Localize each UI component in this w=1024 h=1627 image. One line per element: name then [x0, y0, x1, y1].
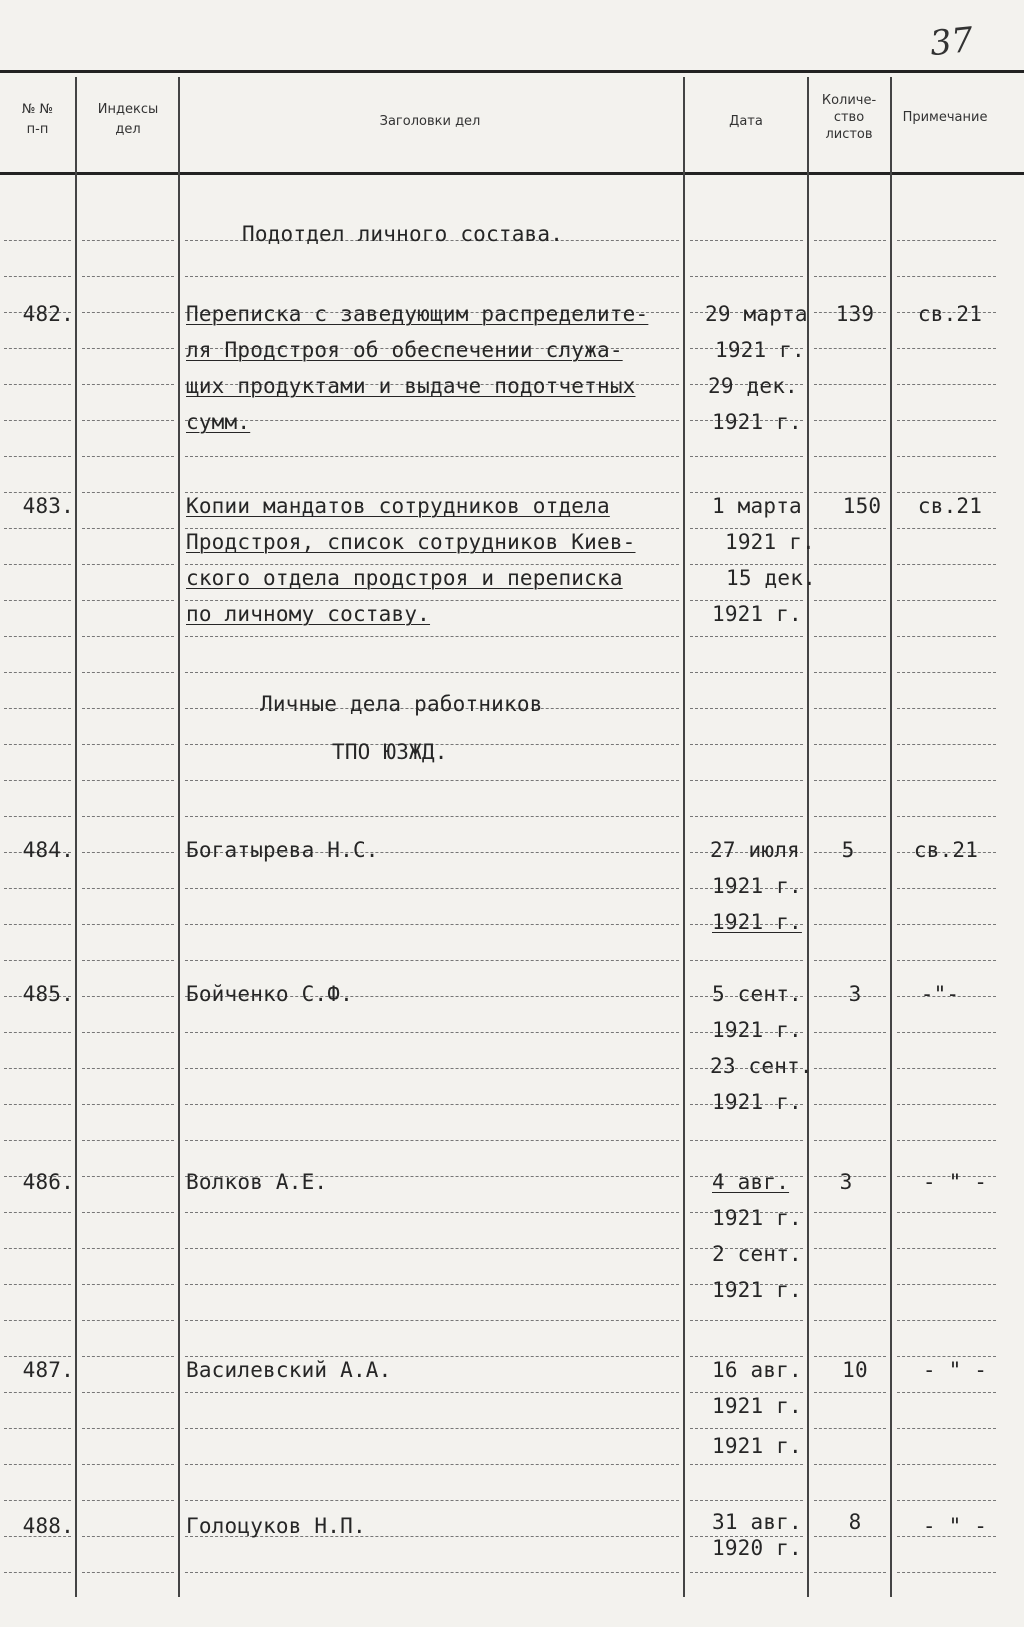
ruled-line: [690, 960, 803, 961]
entry-sheets: 8: [848, 1510, 862, 1534]
entry-sheets: 139: [835, 302, 875, 326]
entry-date-line: 1921 г.: [712, 910, 802, 934]
ruled-line: [4, 1248, 71, 1249]
ruled-line: [185, 456, 679, 457]
ruled-line: [185, 780, 679, 781]
ruled-line: [897, 492, 996, 493]
ruled-line: [4, 276, 71, 277]
column-divider: [75, 77, 77, 1597]
entry-title-line: ля Продстроя об обеспечении служа-: [186, 338, 623, 362]
ruled-line: [185, 1320, 679, 1321]
ruled-line: [82, 960, 174, 961]
ruled-line: [185, 1500, 679, 1501]
ruled-line: [82, 1248, 174, 1249]
ruled-line: [690, 672, 803, 673]
entry-title-line: Волков А.Е.: [186, 1170, 328, 1194]
ruled-line: [814, 708, 886, 709]
ruled-line: [82, 240, 174, 241]
ruled-line: [185, 636, 679, 637]
ruled-line: [814, 420, 886, 421]
entry-title-line: Василевский А.А.: [186, 1358, 392, 1382]
ruled-line: [4, 456, 71, 457]
ruled-line: [185, 960, 679, 961]
header-index: Индексы дел: [97, 102, 159, 137]
ruled-line: [690, 528, 803, 529]
entry-sheets: 3: [848, 982, 862, 1006]
entry-date-line: 31 авг.: [712, 1510, 802, 1534]
entry-number: 488.: [22, 1514, 74, 1538]
ruled-line: [185, 888, 679, 889]
ruled-line: [185, 924, 679, 925]
ruled-line: [4, 1572, 71, 1573]
entry-date-line: 1920 г.: [712, 1536, 802, 1560]
ruled-line: [82, 1536, 174, 1537]
ruled-line: [82, 1176, 174, 1177]
ruled-line: [814, 456, 886, 457]
header-date: Дата: [729, 114, 763, 129]
entry-date-line: 1921 г.: [712, 874, 802, 898]
ruled-line: [814, 672, 886, 673]
ruled-line: [82, 492, 174, 493]
ruled-line: [814, 1032, 886, 1033]
ruled-line: [897, 1320, 996, 1321]
ruled-line: [814, 1572, 886, 1573]
ruled-line: [185, 1212, 679, 1213]
entry-title-line: Переписка с заведующим распределите-: [186, 302, 649, 326]
ruled-line: [690, 780, 803, 781]
ruled-line: [897, 636, 996, 637]
ruled-line: [897, 528, 996, 529]
entry-title-line: Продстроя, список сотрудников Киев-: [186, 530, 636, 554]
entry-title-line: ского отдела продстроя и переписка: [186, 566, 623, 590]
entry-sheets: 150: [842, 494, 882, 518]
entry-date-line: 16 авг.: [712, 1358, 802, 1382]
header-title: Заголовки дел: [379, 114, 481, 129]
entry-date-line: 15 дек.: [726, 566, 816, 590]
ruled-line: [82, 1104, 174, 1105]
entry-date-line: 1921 г.: [712, 1434, 802, 1458]
ruled-line: [4, 636, 71, 637]
ruled-line: [82, 564, 174, 565]
ruled-line: [185, 1104, 679, 1105]
ruled-line: [690, 1320, 803, 1321]
entry-title-line: Богатырева Н.С.: [186, 838, 379, 862]
ruled-line: [897, 564, 996, 565]
ruled-line: [897, 780, 996, 781]
ruled-line: [82, 636, 174, 637]
ruled-line: [185, 492, 679, 493]
section-heading: Подотдел личного состава.: [242, 222, 564, 246]
ruled-line: [4, 1464, 71, 1465]
ruled-line: [4, 1500, 71, 1501]
ruled-line: [814, 1500, 886, 1501]
entry-number: 486.: [22, 1170, 74, 1194]
ruled-line: [814, 1356, 886, 1357]
header-sheets: Количе- ство листов: [821, 93, 877, 142]
header-note: Примечание: [902, 110, 988, 125]
ruled-line: [82, 1068, 174, 1069]
entry-date-line: 2 сент.: [712, 1242, 802, 1266]
ruled-line: [897, 1572, 996, 1573]
ruled-line: [4, 672, 71, 673]
entry-date-line: 5 сент.: [712, 982, 802, 1006]
ruled-line: [814, 564, 886, 565]
ruled-line: [814, 1248, 886, 1249]
entry-title-line: Копии мандатов сотрудников отдела: [186, 494, 610, 518]
ruled-line: [690, 1392, 803, 1393]
ruled-line: [897, 1068, 996, 1069]
ruled-line: [690, 1500, 803, 1501]
ruled-line: [4, 1032, 71, 1033]
ruled-line: [185, 564, 679, 565]
ruled-line: [82, 816, 174, 817]
ruled-line: [4, 240, 71, 241]
header-top-rule: [0, 70, 1024, 73]
entry-number: 484.: [22, 838, 74, 862]
ruled-line: [4, 600, 71, 601]
ruled-line: [690, 240, 803, 241]
ruled-line: [82, 1392, 174, 1393]
ruled-line: [814, 1320, 886, 1321]
ruled-line: [4, 1356, 71, 1357]
ruled-line: [4, 348, 71, 349]
ruled-line: [82, 1500, 174, 1501]
ruled-line: [185, 1032, 679, 1033]
entry-date-line: 1 марта: [712, 494, 802, 518]
ruled-line: [185, 1428, 679, 1429]
ruled-line: [185, 1464, 679, 1465]
ruled-line: [185, 672, 679, 673]
entry-number: 485.: [22, 982, 74, 1006]
ruled-line: [897, 816, 996, 817]
ruled-line: [814, 528, 886, 529]
ruled-line: [82, 1464, 174, 1465]
ruled-line: [4, 384, 71, 385]
ruled-line: [185, 276, 679, 277]
ruled-line: [897, 1104, 996, 1105]
ruled-line: [814, 1428, 886, 1429]
ruled-line: [814, 924, 886, 925]
ruled-line: [82, 528, 174, 529]
entry-title-line: по личному составу.: [186, 602, 431, 626]
ruled-line: [897, 1500, 996, 1501]
ruled-line: [690, 636, 803, 637]
ruled-line: [82, 348, 174, 349]
ruled-line: [690, 1572, 803, 1573]
ruled-line: [690, 492, 803, 493]
ruled-line: [4, 1068, 71, 1069]
ruled-line: [690, 708, 803, 709]
entry-title-line: Голоцуков Н.П.: [186, 1514, 366, 1538]
ruled-line: [814, 600, 886, 601]
entry-date-line: 29 дек.: [708, 374, 798, 398]
ruled-line: [690, 1140, 803, 1141]
ruled-line: [82, 852, 174, 853]
ruled-line: [185, 1392, 679, 1393]
ruled-line: [4, 708, 71, 709]
section-heading: ТПО ЮЗЖД.: [332, 740, 448, 764]
entry-note: -"-: [920, 982, 960, 1006]
ruled-line: [897, 348, 996, 349]
ruled-line: [814, 888, 886, 889]
ruled-line: [4, 1212, 71, 1213]
ruled-line: [897, 960, 996, 961]
column-divider: [683, 77, 685, 1597]
entry-date-line: 29 марта: [705, 302, 808, 326]
ruled-line: [82, 924, 174, 925]
page-number: 37: [928, 19, 976, 65]
ruled-line: [690, 564, 803, 565]
ruled-line: [82, 1212, 174, 1213]
entry-sheets: 5: [841, 838, 855, 862]
ruled-line: [4, 492, 71, 493]
ruled-line: [82, 456, 174, 457]
ruled-line: [897, 1464, 996, 1465]
ruled-line: [4, 960, 71, 961]
ruled-line: [4, 924, 71, 925]
ruled-line: [185, 1248, 679, 1249]
ruled-line: [814, 240, 886, 241]
ruled-line: [82, 384, 174, 385]
ruled-line: [4, 1428, 71, 1429]
ruled-line: [814, 744, 886, 745]
ruled-line: [185, 1068, 679, 1069]
ruled-line: [4, 1140, 71, 1141]
ruled-line: [185, 1140, 679, 1141]
ruled-line: [814, 1392, 886, 1393]
ruled-line: [4, 888, 71, 889]
entry-date-line: 1921 г.: [712, 1206, 802, 1230]
entry-title-line: щих продуктами и выдаче подотчетных: [186, 374, 636, 398]
header-bottom-rule: [0, 172, 1024, 175]
ruled-line: [897, 1140, 996, 1141]
ruled-line: [897, 924, 996, 925]
entry-number: 482.: [22, 302, 74, 326]
ruled-line: [897, 708, 996, 709]
ruled-line: [814, 1140, 886, 1141]
entry-title-line: сумм.: [186, 410, 251, 434]
ruled-line: [814, 492, 886, 493]
ruled-line: [897, 276, 996, 277]
ruled-line: [690, 600, 803, 601]
ruled-line: [4, 564, 71, 565]
ruled-line: [897, 420, 996, 421]
ruled-line: [82, 420, 174, 421]
ruled-line: [897, 1248, 996, 1249]
ruled-line: [185, 1572, 679, 1573]
ruled-line: [897, 456, 996, 457]
ruled-line: [814, 960, 886, 961]
ruled-line: [185, 1284, 679, 1285]
ruled-line: [4, 1392, 71, 1393]
entry-date-line: 1921 г.: [712, 1278, 802, 1302]
entry-note: св.21: [913, 838, 979, 862]
column-divider: [178, 77, 180, 1597]
ruled-line: [82, 1356, 174, 1357]
ruled-line: [814, 384, 886, 385]
ruled-line: [690, 1464, 803, 1465]
ruled-line: [4, 528, 71, 529]
entry-date-line: 1921 г.: [725, 530, 815, 554]
entry-note: - " -: [922, 1358, 988, 1382]
ruled-line: [814, 1536, 886, 1537]
entry-date-line: 23 сент.: [710, 1054, 813, 1078]
ruled-line: [4, 1284, 71, 1285]
section-heading: Личные дела работников: [260, 692, 543, 716]
ruled-line: [897, 672, 996, 673]
ruled-line: [897, 744, 996, 745]
ruled-line: [185, 816, 679, 817]
entry-number: 483.: [22, 494, 74, 518]
ruled-line: [82, 744, 174, 745]
entry-date-line: 1921 г.: [712, 1394, 802, 1418]
entry-sheets: 10: [842, 1358, 868, 1382]
ruled-line: [4, 744, 71, 745]
entry-sheets: 3: [839, 1170, 853, 1194]
entry-date-line: 1921 г.: [712, 410, 802, 434]
ruled-line: [4, 816, 71, 817]
entry-number: 487.: [22, 1358, 74, 1382]
entry-date-line: 1921 г.: [715, 338, 805, 362]
entry-note: - " -: [922, 1514, 988, 1538]
ruled-line: [897, 1428, 996, 1429]
ruled-line: [82, 1032, 174, 1033]
ruled-line: [185, 528, 679, 529]
entry-date-line: 27 июля: [710, 838, 800, 862]
entry-date-line: 1921 г.: [712, 602, 802, 626]
ruled-line: [814, 636, 886, 637]
entry-note: св.21: [917, 494, 983, 518]
ruled-line: [814, 1212, 886, 1213]
entry-title-line: Бойченко С.Ф.: [186, 982, 353, 1006]
entry-date-line: 1921 г.: [712, 1018, 802, 1042]
ruled-line: [690, 1428, 803, 1429]
ruled-line: [4, 420, 71, 421]
ruled-line: [82, 1140, 174, 1141]
ruled-line: [897, 1032, 996, 1033]
ruled-line: [690, 456, 803, 457]
ruled-line: [4, 1104, 71, 1105]
ruled-line: [690, 1356, 803, 1357]
ruled-line: [814, 348, 886, 349]
entry-date-line: 1921 г.: [712, 1090, 802, 1114]
ruled-line: [897, 1356, 996, 1357]
ruled-line: [690, 276, 803, 277]
ruled-line: [814, 780, 886, 781]
ruled-line: [82, 1428, 174, 1429]
ruled-line: [690, 744, 803, 745]
ruled-line: [690, 816, 803, 817]
header-num: № № п-п: [21, 102, 54, 137]
ruled-line: [82, 1284, 174, 1285]
ruled-line: [82, 780, 174, 781]
entry-date-line: 4 авг.: [712, 1170, 790, 1194]
ruled-line: [82, 600, 174, 601]
ruled-line: [82, 708, 174, 709]
entry-note: св.21: [917, 302, 983, 326]
ruled-line: [897, 1392, 996, 1393]
ruled-line: [4, 780, 71, 781]
ruled-line: [814, 1104, 886, 1105]
ruled-line: [185, 600, 679, 601]
ruled-line: [82, 888, 174, 889]
ruled-line: [897, 1212, 996, 1213]
ruled-line: [897, 1284, 996, 1285]
ruled-line: [82, 996, 174, 997]
ruled-line: [82, 312, 174, 313]
ruled-line: [814, 1068, 886, 1069]
ruled-line: [185, 1356, 679, 1357]
ruled-line: [82, 1572, 174, 1573]
ruled-line: [814, 1284, 886, 1285]
entry-note: - " -: [922, 1170, 988, 1194]
ruled-line: [82, 672, 174, 673]
ruled-line: [814, 1464, 886, 1465]
ruled-line: [82, 276, 174, 277]
ruled-line: [897, 888, 996, 889]
ruled-line: [814, 816, 886, 817]
ruled-line: [814, 276, 886, 277]
ruled-line: [82, 1320, 174, 1321]
ruled-line: [4, 1320, 71, 1321]
ruled-line: [897, 384, 996, 385]
ruled-line: [897, 600, 996, 601]
ruled-line: [897, 240, 996, 241]
ruled-line: [185, 420, 679, 421]
